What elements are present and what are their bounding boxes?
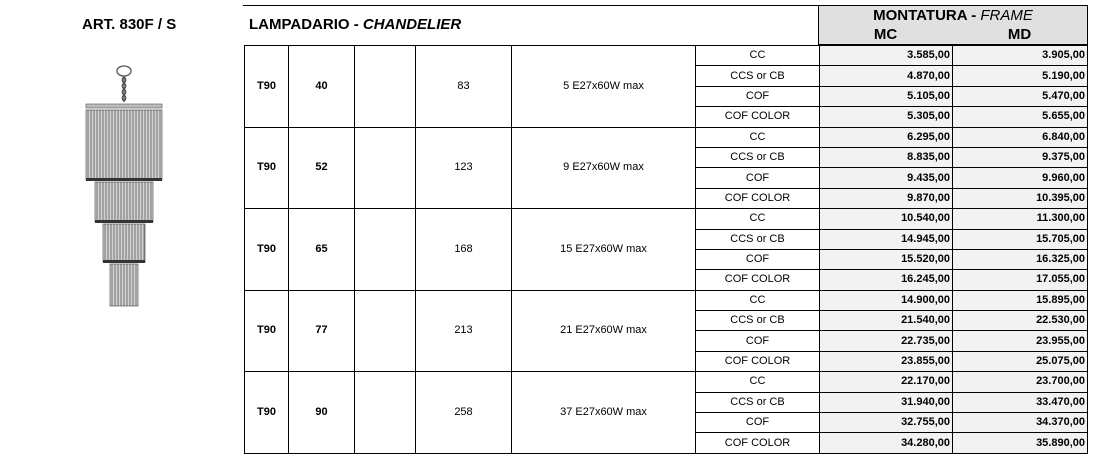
price-md-cell: 23.955,00: [953, 331, 1088, 351]
price-mc-cell: 14.945,00: [820, 229, 953, 249]
height-cell: 168: [416, 209, 512, 291]
finish-cell: CCS or CB: [696, 66, 820, 86]
finish-cell: CCS or CB: [696, 392, 820, 412]
tier-3-icon: [103, 224, 145, 262]
finish-cell: COF: [696, 331, 820, 351]
price-mc-cell: 10.540,00: [820, 209, 953, 229]
tier-1-base: [86, 178, 162, 181]
finish-cell: COF COLOR: [696, 188, 820, 208]
price-md-cell: 3.905,00: [953, 46, 1088, 66]
column-header-mc: MC: [873, 26, 898, 43]
chandelier-illustration: [78, 62, 170, 308]
price-md-cell: 9.375,00: [953, 147, 1088, 167]
top-rule: [243, 5, 819, 6]
model-code-cell: T90: [245, 127, 289, 209]
price-mc-cell: 5.305,00: [820, 107, 953, 127]
table-row: [245, 290, 1088, 310]
title-italic: CHANDELIER: [362, 16, 462, 33]
tier-2-base: [95, 220, 153, 223]
width-cell: 77: [289, 290, 355, 372]
price-md-cell: 11.300,00: [953, 209, 1088, 229]
price-mc-cell: 34.280,00: [820, 433, 953, 453]
frame-header: [818, 5, 1088, 45]
ceiling-hook-icon: [117, 66, 131, 76]
price-md-cell: 5.470,00: [953, 86, 1088, 106]
title-separator: -: [353, 16, 359, 33]
canopy-icon: [86, 104, 162, 108]
table-row: [245, 209, 1088, 229]
price-md-cell: 33.470,00: [953, 392, 1088, 412]
finish-cell: CC: [696, 46, 820, 66]
price-mc-cell: 22.735,00: [820, 331, 953, 351]
bulbs-cell: 15 E27x60W max: [512, 209, 696, 291]
width-cell: 65: [289, 209, 355, 291]
price-mc-cell: 5.105,00: [820, 86, 953, 106]
price-md-cell: 6.840,00: [953, 127, 1088, 147]
blank-cell: [355, 209, 416, 291]
finish-cell: CCS or CB: [696, 147, 820, 167]
finish-cell: COF: [696, 86, 820, 106]
finish-cell: COF: [696, 413, 820, 433]
price-mc-cell: 8.835,00: [820, 147, 953, 167]
frame-label: [819, 7, 1087, 24]
bulbs-cell: 21 E27x60W max: [512, 290, 696, 372]
price-md-cell: 25.075,00: [953, 351, 1088, 371]
finish-cell: CCS or CB: [696, 229, 820, 249]
price-md-cell: 22.530,00: [953, 311, 1088, 331]
height-cell: 83: [416, 46, 512, 128]
price-md-cell: 35.890,00: [953, 433, 1088, 453]
width-cell: 52: [289, 127, 355, 209]
price-md-cell: 5.655,00: [953, 107, 1088, 127]
price-mc-cell: 4.870,00: [820, 66, 953, 86]
price-mc-cell: 23.855,00: [820, 351, 953, 371]
price-mc-cell: 15.520,00: [820, 249, 953, 269]
finish-cell: COF COLOR: [696, 351, 820, 371]
frame-label-separator: -: [971, 7, 977, 24]
frame-label-main: MONTATURA: [873, 7, 968, 24]
price-md-cell: 10.395,00: [953, 188, 1088, 208]
price-mc-cell: 9.870,00: [820, 188, 953, 208]
article-code: ART. 830F / S: [82, 16, 177, 33]
price-mc-cell: 3.585,00: [820, 46, 953, 66]
finish-cell: COF COLOR: [696, 270, 820, 290]
height-cell: 213: [416, 290, 512, 372]
height-cell: 123: [416, 127, 512, 209]
bulbs-cell: 5 E27x60W max: [512, 46, 696, 128]
blank-cell: [355, 372, 416, 454]
bulbs-cell: 9 E27x60W max: [512, 127, 696, 209]
price-mc-cell: 32.755,00: [820, 413, 953, 433]
finish-cell: COF COLOR: [696, 107, 820, 127]
price-md-cell: 17.055,00: [953, 270, 1088, 290]
blank-cell: [355, 290, 416, 372]
height-cell: 258: [416, 372, 512, 454]
tier-3-base: [103, 260, 145, 263]
column-header-md: MD: [1007, 26, 1032, 43]
finish-cell: COF COLOR: [696, 433, 820, 453]
price-mc-cell: 14.900,00: [820, 290, 953, 310]
price-md-cell: 5.190,00: [953, 66, 1088, 86]
frame-label-italic: FRAME: [980, 7, 1033, 24]
model-code-cell: T90: [245, 46, 289, 128]
price-md-cell: 9.960,00: [953, 168, 1088, 188]
price-md-cell: 34.370,00: [953, 413, 1088, 433]
bulbs-cell: 37 E27x60W max: [512, 372, 696, 454]
price-mc-cell: 31.940,00: [820, 392, 953, 412]
price-mc-cell: 21.540,00: [820, 311, 953, 331]
price-md-cell: 23.700,00: [953, 372, 1088, 392]
price-md-cell: 16.325,00: [953, 249, 1088, 269]
table-row: [245, 372, 1088, 392]
finish-cell: CC: [696, 372, 820, 392]
price-mc-cell: 22.170,00: [820, 372, 953, 392]
price-table: [244, 45, 1088, 454]
product-title: [249, 16, 461, 33]
model-code-cell: T90: [245, 209, 289, 291]
finish-cell: COF: [696, 168, 820, 188]
price-mc-cell: 16.245,00: [820, 270, 953, 290]
width-cell: 40: [289, 46, 355, 128]
table-row: [245, 127, 1088, 147]
price-mc-cell: 9.435,00: [820, 168, 953, 188]
blank-cell: [355, 127, 416, 209]
blank-cell: [355, 46, 416, 128]
finish-cell: COF: [696, 249, 820, 269]
title-main: LAMPADARIO: [249, 16, 350, 33]
price-mc-cell: 6.295,00: [820, 127, 953, 147]
table-row: [245, 46, 1088, 66]
width-cell: 90: [289, 372, 355, 454]
finish-cell: CC: [696, 209, 820, 229]
finish-cell: CC: [696, 290, 820, 310]
model-code-cell: T90: [245, 372, 289, 454]
model-code-cell: T90: [245, 290, 289, 372]
finish-cell: CCS or CB: [696, 311, 820, 331]
finish-cell: CC: [696, 127, 820, 147]
price-md-cell: 15.895,00: [953, 290, 1088, 310]
price-md-cell: 15.705,00: [953, 229, 1088, 249]
